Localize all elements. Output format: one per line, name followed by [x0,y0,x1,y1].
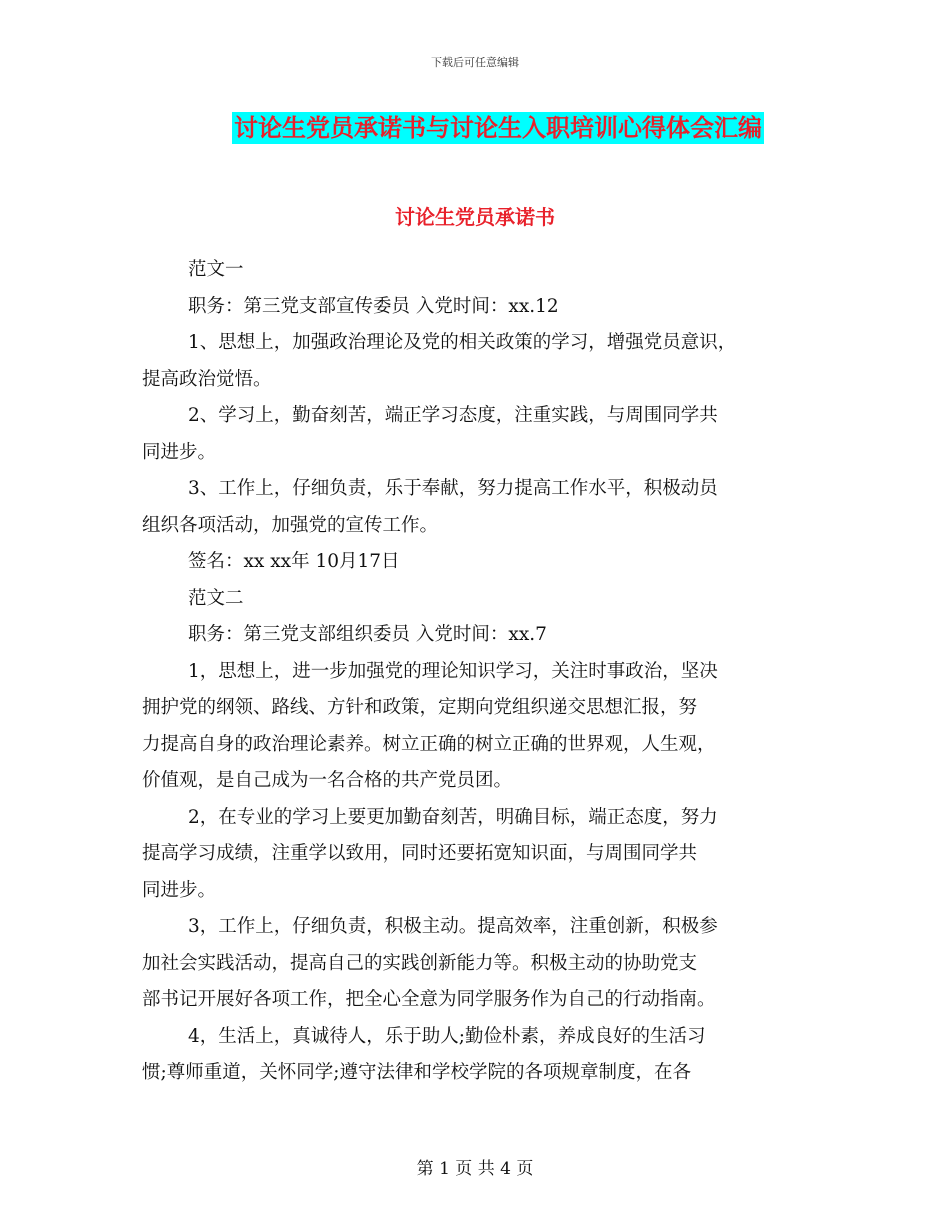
text-line: 提高政治觉悟。 [142,368,272,390]
text-line: 1、思想上，加强政治理论及党的相关政策的学习，增强党员意识， [188,332,737,353]
main-title-container [0,112,950,144]
text-line: 组织各项活动，加强党的宣传工作。 [142,514,439,536]
text-line: 3，工作上，仔细负责，积极主动。提高效率，注重创新，积极参 [188,916,718,937]
text-line: 职务：第三党支部宣传委员 入党时间：xx.12 [188,295,559,317]
text-line: 部书记开展好各项工作，把全心全意为同学服务作为自己的行动指南。 [142,989,716,1010]
main-title: 讨论生党员承诺书与讨论生入职培训心得体会汇编 [234,114,762,142]
text-line: 签名：xx xx年 10月17日 [188,551,400,572]
text-line: 同进步。 [142,441,217,463]
document-body [142,252,814,1092]
text-line: 范文一 [188,259,244,280]
page-footer: 第 1 页 共 4 页 [416,1159,534,1179]
text-line: 力提高自身的政治理论素养。树立正确的树立正确的世界观，人生观， [142,733,716,755]
text-line: 提高学习成绩，注重学以致用，同时还要拓宽知识面，与周围同学共 [142,843,698,864]
text-line: 2、学习上，勤奋刻苦，端正学习态度，注重实践，与周围同学共 [188,405,718,426]
text-line: 加社会实践活动，提高自己的实践创新能力等。积极主动的协助党支 [142,952,698,974]
header-note: 下载后可任意编辑 [431,56,519,69]
text-line: 拥护党的纲领、路线、方针和政策，定期向党组织递交思想汇报，努 [142,697,698,718]
text-line: 1，思想上，进一步加强党的理论知识学习，关注时事政治，坚决 [188,660,718,682]
text-line: 范文二 [188,587,244,609]
text-line: 职务：第三党支部组织委员 入党时间：xx.7 [188,624,547,645]
text-line: 同进步。 [142,879,217,901]
section-title: 讨论生党员承诺书 [395,205,555,229]
text-line: 2，在专业的学习上要更加勤奋刻苦，明确目标，端正态度，努力 [188,806,718,828]
text-line: 价值观，是自己成为一名合格的共产党员团。 [142,770,513,791]
text-line: 3、工作上，仔细负责，乐于奉献，努力提高工作水平，积极动员 [188,478,718,499]
text-line: 惯;尊师重道，关怀同学;遵守法律和学校学院的各项规章制度，在各 [142,1062,691,1083]
text-line: 4，生活上，真诚待人，乐于助人;勤俭朴素，养成良好的生活习 [188,1025,706,1047]
